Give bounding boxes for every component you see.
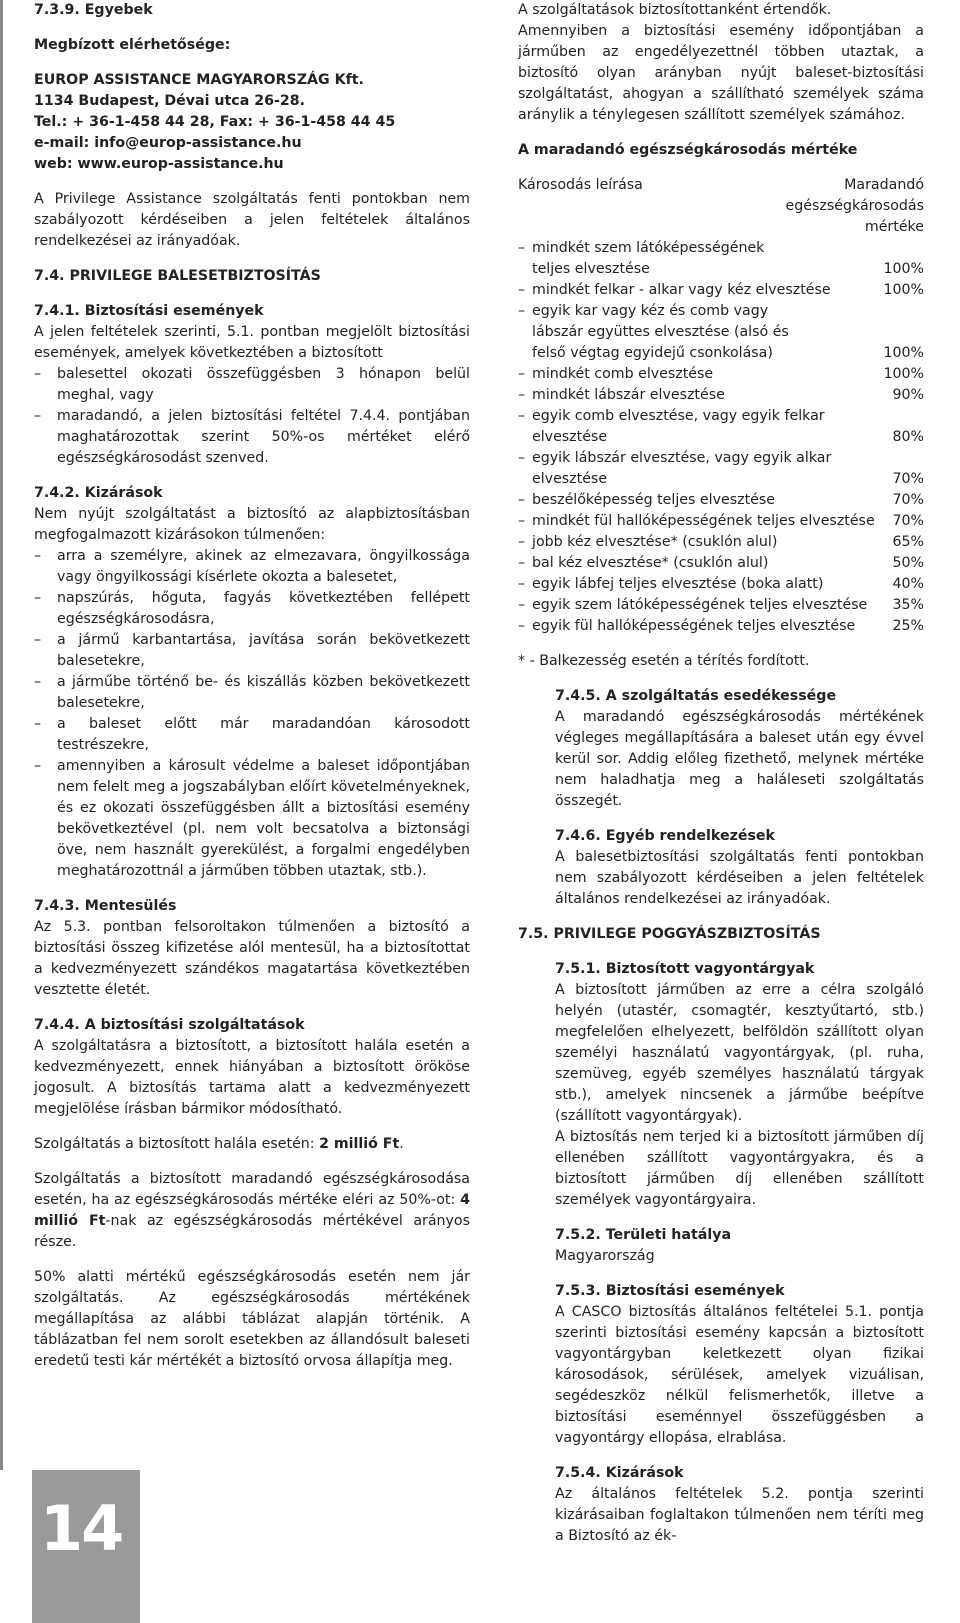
table-cell-description	[518, 364, 713, 385]
left-column	[34, 0, 470, 1372]
dash-marker: –	[518, 450, 526, 466]
table-cell-text: egyik lábszár elvesztése, vagy egyik alkar elvesztése	[532, 450, 832, 487]
table-cell-description	[518, 385, 725, 406]
section-7-5-3-title: 7.5.3. Biztosítási események	[555, 1283, 785, 1299]
disability-benefit-end: -nak az egészségkárosodás mértékével arányos része.	[34, 1213, 470, 1250]
table-cell-text: egyik comb elvesztése, vagy egyik felkar elvesztése	[532, 408, 825, 445]
table-cell-text: mindkét fül hallóképességének teljes elvesztése	[532, 513, 875, 529]
table-cell-description	[518, 280, 831, 301]
table-cell-value: 100%	[883, 282, 924, 298]
column-header-rate-line: egészségkárosodás	[785, 198, 924, 214]
overcapacity-paragraph: Amennyiben a biztosítási esemény időpontjában a járműben az engedélyezettnél többen utaztak, a biztosító olyan arányban nyújt baleset-biztosítási szolgáltatást, ahogyan a szállítható személyek száma aránylik a ténylegesen szállított személyek számához.	[518, 23, 924, 123]
section-7-5-3-text: A CASCO biztosítás általános feltételei 5.1. pontja szerinti biztosítási esemény kapcsán a biztosított vagyontárgyban keletkezett olyan fizikai károsodások, sérülések, amelyek vizuálisan, segédeszköz nélkül felismerhetők, illetve a biztosítási eseménnyel összefüggésben a vagyontárgy ellopása, elrablása.	[555, 1304, 924, 1446]
section-7-5-1-text: A biztosított járműben az erre a célra szolgáló helyén (utastér, csomagtér, kesztyűtartó, stb.) megfelelően elhelyezett, belföldön szállított olyan személyi használatú vagyontárgyak, (pl. ruha, szemüveg, egyéb személyes használatú tárgyak stb.), amelyek nincsenek a járműbe beépítve (szállított vagyontárgyak).	[555, 982, 924, 1124]
table-cell-value: 70%	[892, 492, 924, 508]
table-cell-value: 80%	[892, 429, 924, 445]
column-header-rate-line: Maradandó	[844, 177, 924, 193]
table-cell-text: egyik lábfej teljes elvesztése (boka alatt)	[532, 576, 824, 592]
disability-benefit	[34, 1169, 470, 1253]
dash-marker: –	[518, 240, 526, 256]
table-cell-description	[518, 406, 884, 448]
table-row	[518, 448, 924, 490]
table-cell-line	[518, 448, 884, 490]
table-row	[518, 532, 924, 553]
list-item: – balesettel okozati összefüggésben 3 hónapon belül meghal, vagy	[34, 364, 470, 406]
table-cell-value: 70%	[892, 513, 924, 529]
table-row	[518, 406, 924, 448]
table-cell-text: mindkét comb elvesztése	[532, 366, 714, 382]
table-cell-line	[518, 574, 823, 595]
section-7-5-4-title: 7.5.4. Kizárások	[555, 1465, 684, 1481]
table-row	[518, 364, 924, 385]
table-row	[518, 385, 924, 406]
dash-marker: –	[518, 303, 526, 319]
table-cell-description	[518, 553, 768, 574]
table-cell-description	[518, 448, 884, 490]
death-benefit-end: .	[399, 1136, 404, 1152]
dash-marker: –	[518, 282, 526, 298]
dash-marker: –	[518, 618, 526, 634]
table-row	[518, 280, 924, 301]
table-cell-value: 25%	[892, 618, 924, 634]
section-7-4-6-text: A balesetbiztosítási szolgáltatás fenti pontokban nem szabályozott kérdéseiben a jelen feltételek általános rendelkezései az irányadóak.	[555, 849, 924, 907]
table-cell-text: mindkét felkar - alkar vagy kéz elvesztése	[532, 282, 831, 298]
table-cell-line	[518, 280, 831, 301]
table-row	[518, 490, 924, 511]
contact-phone: Tel.: + 36-1-458 44 28, Fax: + 36-1-458 44 45	[34, 114, 396, 130]
dash-marker: –	[518, 513, 526, 529]
disability-benefit-amount: 4 millió Ft	[34, 1192, 470, 1229]
table-cell-value: 35%	[892, 597, 924, 613]
section-7-4-5-text: A maradandó egészségkárosodás mértékének végleges megállapítására a baleset után egy évvel kerül sor. Addig előleg fizethető, melynek mértéke nem haladhatja meg a haláleseti szolgáltatás összegét.	[555, 709, 924, 809]
page-number: 14	[40, 1492, 123, 1565]
dash-marker: –	[518, 597, 526, 613]
list-item: – a járműbe történő be- és kiszállás közben bekövetkezett balesetekre,	[34, 672, 470, 714]
list-item: – a jármű karbantartása, javítása során bekövetkezett balesetekre,	[34, 630, 470, 672]
dash-marker: –	[518, 555, 526, 571]
section-7-5-4-text: Az általános feltételek 5.2. pontja szerinti kizárásaiban foglaltakon túlmenően nem téríti meg a Biztosító az ék-	[555, 1486, 924, 1544]
list-item: – napszúrás, hőguta, fagyás következtében fellépett egészségkárosodásra,	[34, 588, 470, 630]
table-cell-value: 100%	[883, 261, 924, 277]
list-item: – amennyiben a károsult védelme a baleset időpontjában nem felelt meg a jogszabályban előírt követelményeknek, és ez okozati összefüggésben állt a biztosítási esemény bekövetkeztével (pl. nem volt becsatolva a biztonsági öve, nem használt gyerekülést, a forgalmi engedélyben meghatározottnál a járműben többen utaztak, stb.).	[34, 756, 470, 882]
table-cell-description	[518, 301, 789, 364]
column-header-description: Károsodás leírása	[518, 177, 643, 193]
section-7-4-title: 7.4. PRIVILEGE BALESETBIZTOSÍTÁS	[34, 268, 321, 284]
column-header-rate	[786, 175, 924, 238]
death-benefit-amount: 2 millió Ft	[319, 1136, 400, 1152]
table-cell-line	[518, 532, 777, 553]
table-cell-description	[518, 238, 764, 280]
table-cell-line	[518, 490, 775, 511]
section-7-4-3-title: 7.4.3. Mentesülés	[34, 898, 177, 914]
table-cell-text: egyik fül hallóképességének teljes elvesztése	[532, 618, 856, 634]
table-cell-line: felső végtag egyidejű csonkolása)	[532, 345, 773, 361]
section-7-5-title: 7.5. PRIVILEGE POGGYÁSZBIZTOSÍTÁS	[518, 926, 821, 942]
table-body	[518, 238, 924, 637]
table-title: A maradandó egészségkárosodás mértéke	[518, 142, 858, 158]
table-cell-value: 90%	[892, 387, 924, 403]
section-7-3-9-title: 7.3.9. Egyebek	[34, 2, 153, 18]
table-cell-text: mindkét szem látóképességének	[532, 240, 765, 256]
table-cell-description	[518, 595, 867, 616]
table-cell-text: egyik kar vagy kéz és comb vagy	[532, 303, 769, 319]
margin-rule	[0, 0, 3, 1470]
table-row	[518, 301, 924, 364]
list-item: – maradandó, a jelen biztosítási feltétel 7.4.4. pontjában maghatározottak szerint 50%-os mértéket elérő egészségkárosodást szenved.	[34, 406, 470, 469]
table-cell-text: mindkét lábszár elvesztése	[532, 387, 725, 403]
table-cell-value: 70%	[892, 471, 924, 487]
table-cell-value: 100%	[883, 366, 924, 382]
assistance-paragraph: A Privilege Assistance szolgáltatás fenti pontokban nem szabályozott kérdéseiben a jelen feltételek általános rendelkezései az irányadóak.	[34, 191, 470, 249]
dash-marker: –	[518, 366, 526, 382]
disability-benefit-label: Szolgáltatás a biztosított maradandó egészségkárosodása esetén, ha az egészségkárosodás mértéke eléri az 50%-ot:	[34, 1171, 470, 1208]
table-row	[518, 511, 924, 532]
table-cell-line	[518, 301, 789, 322]
table-cell-line	[518, 511, 875, 532]
right-column	[518, 0, 924, 1547]
contact-block	[34, 70, 470, 175]
table-cell-text: jobb kéz elvesztése* (csuklón alul)	[532, 534, 778, 550]
table-cell-value: 50%	[892, 555, 924, 571]
section-7-4-5-title: 7.4.5. A szolgáltatás esedékessége	[555, 688, 837, 704]
table-cell-text: egyik szem látóképességének teljes elvesztése	[532, 597, 868, 613]
table-cell-line	[518, 364, 713, 385]
table-cell-line: lábszár együttes elvesztése (alsó és	[532, 324, 789, 340]
section-7-4-2-title: 7.4.2. Kizárások	[34, 485, 163, 501]
contact-address: 1134 Budapest, Dévai utca 26-28.	[34, 93, 305, 109]
table-cell-value: 65%	[892, 534, 924, 550]
table-cell-description	[518, 511, 875, 532]
table-cell-line	[518, 553, 768, 574]
per-insured-note: A szolgáltatások biztosítottanként értendők.	[518, 2, 832, 18]
table-cell-value: 40%	[892, 576, 924, 592]
table-cell-description	[518, 532, 777, 553]
death-benefit	[34, 1134, 470, 1155]
list-item: – arra a személyre, akinek az elmezavara, öngyilkossága vagy öngyilkossági kísérlete okozta a balesetet,	[34, 546, 470, 588]
section-7-5-2-title: 7.5.2. Területi hatálya	[555, 1227, 732, 1243]
contact-email[interactable]: e-mail: info@europ-assistance.hu	[34, 135, 302, 151]
table-row	[518, 616, 924, 637]
contact-label: Megbízott elérhetősége:	[34, 37, 231, 53]
table-cell-line	[518, 406, 884, 448]
contact-web[interactable]: web: www.europ-assistance.hu	[34, 156, 284, 172]
table-row	[518, 553, 924, 574]
list-item: – a baleset előtt már maradandóan károsodott testrészekre,	[34, 714, 470, 756]
dash-marker: –	[518, 408, 526, 424]
table-cell-description	[518, 616, 855, 637]
column-header-rate-line: mértéke	[864, 219, 924, 235]
dash-marker: –	[518, 534, 526, 550]
table-cell-value: 100%	[883, 345, 924, 361]
table-row	[518, 238, 924, 280]
table-cell-description	[518, 490, 775, 511]
dash-marker: –	[518, 492, 526, 508]
contact-company: EUROP ASSISTANCE MAGYARORSZÁG Kft.	[34, 72, 364, 88]
damage-table	[518, 175, 924, 637]
table-row	[518, 595, 924, 616]
section-7-5-1-title: 7.5.1. Biztosított vagyontárgyak	[555, 961, 815, 977]
table-cell-line: teljes elvesztése	[532, 261, 650, 277]
table-cell-text: beszélőképesség teljes elvesztése	[532, 492, 775, 508]
section-7-4-4-text: A szolgáltatásra a biztosított, a biztosított halála esetén a kedvezményezett, ennek hiányában a biztosított örököse jogosult. A biztosítás tartama alatt a kedvezményezett megjelölése írásban bármikor módosítható.	[34, 1038, 470, 1117]
dash-marker: –	[518, 576, 526, 592]
dash-marker: –	[518, 387, 526, 403]
section-7-4-6-title: 7.4.6. Egyéb rendelkezések	[555, 828, 775, 844]
section-7-4-4-title: 7.4.4. A biztosítási szolgáltatások	[34, 1017, 305, 1033]
section-7-5-2-text: Magyarország	[555, 1248, 655, 1264]
footnote: * - Balkezesség esetén a térítés fordított.	[518, 653, 810, 669]
section-7-4-1-intro: A jelen feltételek szerinti, 5.1. pontban megjelölt biztosítási események, amelyek következtében a biztosított	[34, 324, 470, 361]
table-cell-line	[518, 595, 867, 616]
table-cell-line	[518, 385, 725, 406]
section-7-4-1-title: 7.4.1. Biztosítási események	[34, 303, 264, 319]
section-7-4-2-intro: Nem nyújt szolgáltatást a biztosító az alapbiztosításban megfogalmazott kizárásokon túlmenően:	[34, 506, 470, 543]
below-50-paragraph: 50% alatti mértékű egészségkárosodás esetén nem jár szolgáltatás. Az egészségkárosodás mértékének megállapítása az alábbi táblázat alapján történik. A táblázatban fel nem sorolt esetekben az állandósult baleseti eredetű testi kár mértékét a biztosító orvosa állapítja meg.	[34, 1269, 470, 1369]
table-cell-line	[518, 616, 855, 637]
table-cell-text: bal kéz elvesztése* (csuklón alul)	[532, 555, 769, 571]
table-header	[518, 175, 924, 238]
table-cell-line	[518, 238, 764, 259]
table-row	[518, 574, 924, 595]
section-7-4-3-text: Az 5.3. pontban felsoroltakon túlmenően a biztosító a biztosítási összeg kifizetése alól mentesül, ha a biztosítottat a kedvezményezett szándékos magatartása következtében vesztette életét.	[34, 919, 470, 998]
death-benefit-label: Szolgáltatás a biztosított halála esetén:	[34, 1136, 320, 1152]
table-cell-description	[518, 574, 823, 595]
section-7-5-1-text-2: A biztosítás nem terjed ki a biztosított járműben díj ellenében szállított vagyontárgyakra, és a biztosított járműben díj ellenében szállított személyek vagyontárgyaira.	[555, 1129, 924, 1208]
